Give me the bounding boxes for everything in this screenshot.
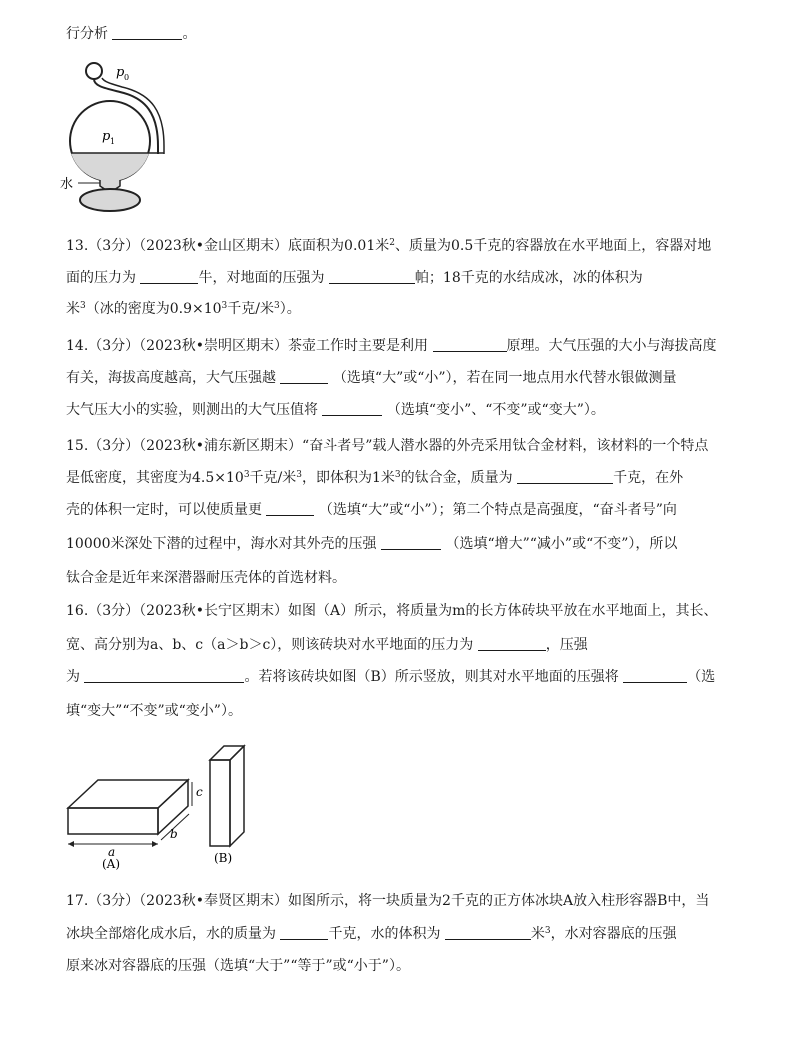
p1-sub: 1 <box>110 137 116 146</box>
q16-line3: 为 。若将该砖块如图（B）所示竖放，则其对水平地面的压强将 （选 <box>66 669 716 685</box>
q15-line2: 是低密度，其密度为$4.5\times 10^3$千克/米$^3$，即体积为1米$^3$的钛合金，质量为 千克，在外 <box>66 470 684 486</box>
answer-blank[interactable] <box>623 668 687 683</box>
dim-c-label: c <box>196 785 203 799</box>
q16-line2: 宽、高分别为a、b、c（a＞b＞c），则该砖块对水平地面的压力为 ，压强 <box>66 637 588 653</box>
q15-line4: 10000米深处下潜的过程中，海水对其外壳的压强 （选填“增大”“减小”或“不变”），所以 <box>66 536 678 552</box>
answer-blank[interactable] <box>280 925 328 940</box>
dim-b-label: b <box>170 827 178 841</box>
p1-label: p <box>102 129 111 144</box>
q14-line3: 大气压大小的实验，则测出的大气压值将 （选填“变小”、“不变”或“变大”）。 <box>66 402 605 418</box>
answer-blank[interactable] <box>329 269 415 284</box>
answer-blank[interactable] <box>322 401 382 416</box>
answer-blank[interactable] <box>112 25 182 40</box>
answer-blank[interactable] <box>478 636 546 651</box>
q17-line2: 冰块全部熔化成水后，水的质量为 千克，水的体积为 米$^3$，水对容器底的压强 <box>66 926 677 942</box>
q15-line5: 钛合金是近年来深潜器耐压壳体的首选材料。 <box>66 570 346 586</box>
p0-sub: 0 <box>124 73 130 82</box>
answer-blank[interactable] <box>266 501 314 516</box>
q13-line1: 13.（3分）（2023秋•金山区期末）底面积为0.01米$^2$、质量为0.5千克的容器放在水平地面上，容器对地 <box>66 238 712 254</box>
q13-line2: 面的压力为 牛，对地面的压强为 帕；18千克的水结成冰，冰的体积为 <box>66 270 643 286</box>
caption-a: (A) <box>102 857 121 871</box>
answer-blank[interactable] <box>445 925 531 940</box>
q17-line1: 17.（3分）（2023秋•奉贤区期末）如图所示，将一块质量为2千克的正方体冰块A放入柱形容器B中，当 <box>66 893 710 909</box>
answer-blank[interactable] <box>84 668 244 683</box>
q16-line4: 填“变大”“不变”或“变小”）。 <box>66 703 242 719</box>
q14-line2: 有关，海拔高度越高，大气压强越 （选填“大”或“小”），若在同一地点用水代替水银做测量 <box>66 370 677 386</box>
answer-blank[interactable] <box>381 535 441 550</box>
flask-figure <box>60 56 170 216</box>
brick-figure <box>62 730 272 870</box>
p0-label: p <box>116 65 125 80</box>
q17-line3: 原来冰对容器底的压强（选填“大于”“等于”或“小于”）。 <box>66 958 410 974</box>
q14-line1: 14.（3分）（2023秋•崇明区期末）茶壶工作时主要是利用 原理。大气压强的大小与海拔高度 <box>66 338 717 354</box>
water-label: 水 <box>60 177 74 192</box>
q16-line1: 16.（3分）（2023秋•长宁区期末）如图（A）所示，将质量为m的长方体砖块平放在水平地面上，其长、 <box>66 603 718 619</box>
q15-line1: 15.（3分）（2023秋•浦东新区期末）“奋斗者号”载人潜水器的外壳采用钛合金材料，该材料的一个特点 <box>66 438 709 454</box>
q13-line3: 米$^3$（冰的密度为$0.9\times 10^3$千克/米$^3$）。 <box>66 301 301 317</box>
caption-b: (B) <box>214 851 233 865</box>
answer-blank[interactable] <box>280 369 328 384</box>
q15-line3: 壳的体积一定时，可以使质量更 （选填“大”或“小”）；第二个特点是高强度，“奋斗者号”向 <box>66 502 677 518</box>
answer-blank[interactable] <box>140 269 198 284</box>
dim-a-label: a <box>108 845 116 859</box>
carryover-line: 行分析 。 <box>66 26 197 42</box>
answer-blank[interactable] <box>433 337 507 352</box>
answer-blank[interactable] <box>517 469 613 484</box>
